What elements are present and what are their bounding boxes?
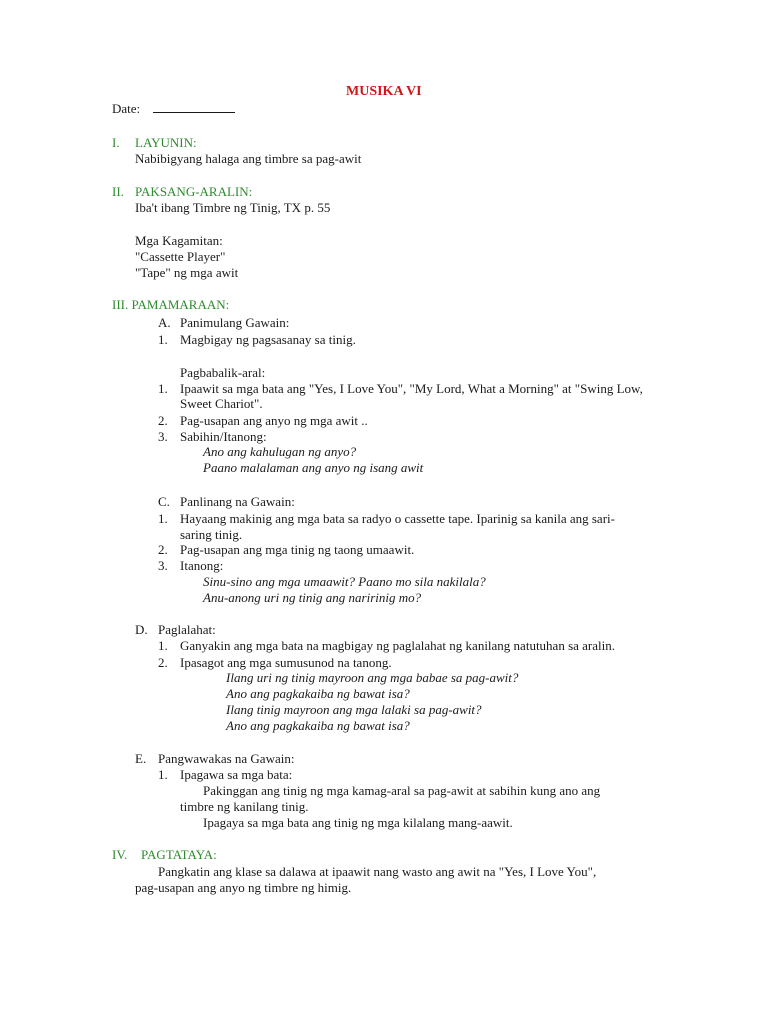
- list-number: 1.: [158, 511, 168, 526]
- section-4-number: IV.: [112, 847, 128, 862]
- list-item: Pag-usapan ang mga tinig ng taong umaawit.: [180, 542, 415, 557]
- section-3-heading: III. PAMAMARAAN:: [112, 297, 230, 312]
- list-number: 3.: [158, 429, 168, 444]
- materials-label: Mga Kagamitan:: [135, 233, 223, 248]
- subsection-d-letter: D.: [135, 622, 148, 637]
- list-number: 1.: [158, 332, 168, 347]
- list-number: 2.: [158, 655, 168, 670]
- question-text: Ano ang pagkakaiba ng bawat isa?: [226, 686, 410, 701]
- question-text: Anu-anong uri ng tinig ang naririnig mo?: [203, 590, 422, 605]
- question-text: Ano ang kahulugan ng anyo?: [203, 444, 357, 459]
- subsection-e-title: Pangwawakas na Gawain:: [158, 751, 295, 766]
- list-item: Magbigay ng pagsasanay sa tinig.: [180, 332, 356, 347]
- paragraph-text: Ipagaya sa mga bata ang tinig ng mga kilalang mang-aawit.: [203, 815, 513, 830]
- subsection-e-letter: E.: [135, 751, 147, 766]
- section-4-heading: PAGTATAYA:: [141, 847, 217, 862]
- material-item: "Cassette Player": [135, 249, 226, 264]
- subsection-a-letter: A.: [158, 315, 171, 330]
- question-text: Sinu-sino ang mga umaawit? Paano mo sila nakilala?: [203, 574, 486, 589]
- material-item: "Tape" ng mga awit: [135, 265, 239, 280]
- list-item: Hayaang makinig ang mga bata sa radyo o cassette tape. Iparinig sa kanila ang sari-: [180, 511, 615, 526]
- question-text: Ilang tinig mayroon ang mga lalaki sa pag-awit?: [226, 702, 482, 717]
- subsection-b-title: Pagbabalik-aral:: [180, 365, 266, 380]
- list-item: Ganyakin ang mga bata na magbigay ng paglalahat ng kanilang natutuhan sa aralin.: [180, 638, 615, 653]
- paragraph-text: Pakinggan ang tinig ng mga kamag-aral sa pag-awit at sabihin kung ano ang: [203, 783, 601, 798]
- question-text: Paano malalaman ang anyo ng isang awit: [203, 460, 424, 475]
- list-number: 1.: [158, 767, 168, 782]
- section-2-number: II.: [112, 184, 124, 199]
- subsection-d-title: Paglalahat:: [158, 622, 216, 637]
- list-item: Ipasagot ang mga sumusunod na tanong.: [180, 655, 392, 670]
- list-item-continuation: Sweet Chariot".: [180, 396, 263, 411]
- list-number: 1.: [158, 381, 168, 396]
- list-item: Ipagawa sa mga bata:: [180, 767, 293, 782]
- document-title: MUSIKA VI: [346, 84, 422, 99]
- paragraph-text: Pangkatin ang klase sa dalawa at ipaawit nang wasto ang awit na "Yes, I Love You",: [158, 864, 597, 879]
- list-item: Itanong:: [180, 558, 224, 573]
- section-2-heading: PAKSANG-ARALIN:: [135, 184, 253, 199]
- subsection-c-title: Panlinang na Gawain:: [180, 494, 295, 509]
- list-item-continuation: saring tinig.: [180, 527, 243, 542]
- question-text: Ilang uri ng tinig mayroon ang mga babae sa pag-awit?: [226, 670, 519, 685]
- list-item: Ipaawit sa mga bata ang "Yes, I Love You", "My Lord, What a Morning" at "Swing Low,: [180, 381, 643, 396]
- section-1-number: I.: [112, 135, 120, 150]
- section-1-heading: LAYUNIN:: [135, 135, 197, 150]
- list-number: 3.: [158, 558, 168, 573]
- subsection-a-title: Panimulang Gawain:: [180, 315, 290, 330]
- paragraph-continuation: pag-usapan ang anyo ng timbre ng himig.: [135, 880, 352, 895]
- list-number: 2.: [158, 413, 168, 428]
- date-blank: [153, 101, 235, 113]
- list-number: 2.: [158, 542, 168, 557]
- paragraph-continuation: timbre ng kanilang tinig.: [180, 799, 309, 814]
- list-number: 1.: [158, 638, 168, 653]
- date-line: [112, 101, 235, 117]
- section-2-text: Iba't ibang Timbre ng Tinig, TX p. 55: [135, 200, 331, 215]
- list-item: Sabihin/Itanong:: [180, 429, 267, 444]
- list-item: Pag-usapan ang anyo ng mga awit ..: [180, 413, 368, 428]
- question-text: Ano ang pagkakaiba ng bawat isa?: [226, 718, 410, 733]
- date-label: Date:: [112, 101, 141, 116]
- section-1-text: Nabibigyang halaga ang timbre sa pag-awit: [135, 151, 362, 166]
- subsection-c-letter: C.: [158, 494, 170, 509]
